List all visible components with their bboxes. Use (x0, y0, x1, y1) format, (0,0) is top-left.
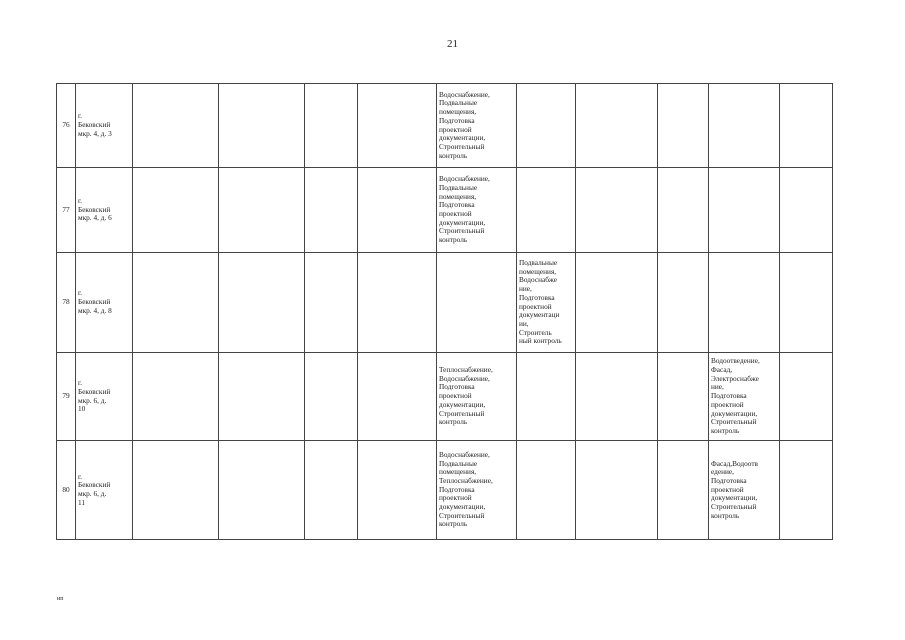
work-item: контроль (439, 417, 468, 427)
work-cell (305, 253, 358, 353)
work-item: документаци (519, 310, 560, 320)
work-cell (780, 441, 833, 540)
address-line: 10 (78, 404, 86, 414)
work-item: Подвальные (439, 458, 478, 468)
address-cell (76, 84, 133, 168)
work-item: Строительный (439, 510, 485, 520)
page-number: 21 (447, 38, 458, 50)
table-row (57, 168, 833, 253)
table-body (57, 84, 833, 540)
work-cell (358, 253, 437, 353)
work-cell (133, 353, 219, 441)
address-cell (76, 253, 133, 353)
work-cell (576, 353, 658, 441)
address-line: Бековский (78, 480, 111, 490)
table-row (57, 253, 833, 353)
row-number: 79 (57, 353, 76, 441)
work-item: проектной (439, 391, 472, 401)
work-cell (133, 253, 219, 353)
work-item: Подготовка (439, 115, 475, 125)
work-cell (709, 353, 780, 441)
work-item: Водоснабжение, (439, 89, 490, 99)
address-line: Бековский (78, 204, 111, 214)
address-line: Бековский (78, 297, 111, 307)
work-cell (219, 253, 305, 353)
work-cell (437, 168, 517, 253)
work-cell (219, 84, 305, 168)
work-cell (576, 168, 658, 253)
work-item: Строитель (519, 327, 552, 337)
table-row (57, 84, 833, 168)
work-cell (709, 168, 780, 253)
work-cell (780, 84, 833, 168)
work-item: Подготовка (711, 391, 747, 401)
work-item: Подготовка (439, 200, 475, 210)
table-row (57, 441, 833, 540)
work-item: Водоснабжение, (439, 449, 490, 459)
work-cell (219, 353, 305, 441)
work-item: Водоснабжение, (439, 174, 490, 184)
work-cell (358, 84, 437, 168)
address-cell (76, 441, 133, 540)
address-cell (76, 168, 133, 253)
address-line: мкр. 6, д. (78, 489, 107, 498)
work-item: проектной (439, 124, 472, 134)
work-cell (658, 441, 709, 540)
work-cell (305, 353, 358, 441)
work-item: Строительный (711, 502, 757, 512)
work-item: Строительный (439, 141, 485, 151)
address-line: мкр. 4, д. 8 (78, 305, 112, 315)
work-item: документации, (439, 502, 486, 512)
work-item: ный контроль (519, 336, 562, 346)
work-cell (709, 253, 780, 353)
row-number: 77 (57, 168, 76, 253)
work-item: Водоотведение, (711, 356, 760, 366)
work-cell (305, 441, 358, 540)
work-item: Теплоснабжение, (439, 365, 493, 375)
work-item: ние, (519, 284, 532, 294)
work-item: документации, (711, 493, 758, 503)
works-table (56, 83, 833, 540)
work-cell (133, 441, 219, 540)
work-cell (576, 253, 658, 353)
work-cell (517, 441, 576, 540)
row-number: 78 (57, 253, 76, 353)
work-item: контроль (711, 510, 740, 520)
work-item: контроль (439, 235, 468, 245)
work-cell (305, 84, 358, 168)
address-line: г. (78, 288, 82, 298)
work-item: контроль (711, 425, 740, 435)
work-cell (358, 353, 437, 441)
work-item: документации, (711, 408, 758, 418)
address-line: Бековский (78, 120, 111, 130)
work-cell (437, 253, 517, 353)
work-item: помещения, (439, 107, 477, 117)
work-item: Строительный (711, 417, 757, 427)
work-item: Подготовка (439, 382, 475, 392)
address-line: мкр. 6, д. (78, 395, 107, 405)
work-cell (517, 253, 576, 353)
work-cell (517, 84, 576, 168)
address-line: г. (78, 111, 82, 121)
work-cell (219, 441, 305, 540)
work-cell (358, 168, 437, 253)
work-cell (709, 441, 780, 540)
address-line: 11 (78, 497, 86, 507)
work-item: Подготовка (439, 484, 475, 494)
work-item: помещения, (519, 266, 557, 276)
work-item: Подвальные (439, 98, 478, 108)
work-item: ии, (519, 318, 529, 328)
work-cell (437, 353, 517, 441)
work-cell (305, 168, 358, 253)
work-cell (219, 168, 305, 253)
work-cell (780, 253, 833, 353)
work-item: Подвальные (519, 257, 558, 267)
work-item: Подготовка (711, 475, 747, 485)
work-cell (658, 353, 709, 441)
work-cell (576, 441, 658, 540)
address-line: мкр. 4, д. 3 (78, 128, 112, 138)
work-item: Подвальные (439, 182, 478, 192)
work-item: документации, (439, 399, 486, 409)
work-cell (517, 353, 576, 441)
work-item: проектной (711, 399, 744, 409)
work-item: Строительный (439, 408, 485, 418)
address-line: Бековский (78, 386, 111, 396)
work-item: контроль (439, 519, 468, 529)
work-item: документации, (439, 133, 486, 143)
work-cell (133, 84, 219, 168)
row-number: 76 (57, 84, 76, 168)
work-cell (658, 84, 709, 168)
work-cell (358, 441, 437, 540)
address-line: г. (78, 378, 82, 388)
work-cell (437, 441, 517, 540)
work-item: Фасад, (711, 365, 733, 375)
work-cell (576, 84, 658, 168)
work-cell (780, 353, 833, 441)
work-item: проектной (711, 484, 744, 494)
work-item: едение, (711, 467, 734, 477)
address-cell (76, 353, 133, 441)
work-item: Водоснабже (519, 275, 557, 285)
work-item: ние, (711, 382, 724, 392)
work-cell (709, 84, 780, 168)
work-item: Строительный (439, 226, 485, 236)
work-cell (658, 253, 709, 353)
footer-mark: ип (57, 596, 64, 602)
address-line: г. (78, 471, 82, 481)
address-line: мкр. 4, д. 6 (78, 213, 112, 223)
row-number: 80 (57, 441, 76, 540)
work-cell (780, 168, 833, 253)
work-item: документации, (439, 217, 486, 227)
work-item: Водоснабжение, (439, 373, 490, 383)
work-cell (658, 168, 709, 253)
work-item: помещения, (439, 191, 477, 201)
work-item: контроль (439, 150, 468, 160)
work-item: Подготовка (519, 292, 555, 302)
work-item: проектной (519, 301, 552, 311)
work-cell (133, 168, 219, 253)
work-cell (437, 84, 517, 168)
table-row (57, 353, 833, 441)
address-line: г. (78, 195, 82, 205)
work-item: Электроснабже (711, 373, 759, 383)
work-item: проектной (439, 493, 472, 503)
work-item: Теплоснабжение, (439, 475, 493, 485)
work-item: Фасад,Водоотв (711, 458, 758, 468)
work-item: проектной (439, 209, 472, 218)
work-item: помещения, (439, 467, 477, 477)
work-cell (517, 168, 576, 253)
